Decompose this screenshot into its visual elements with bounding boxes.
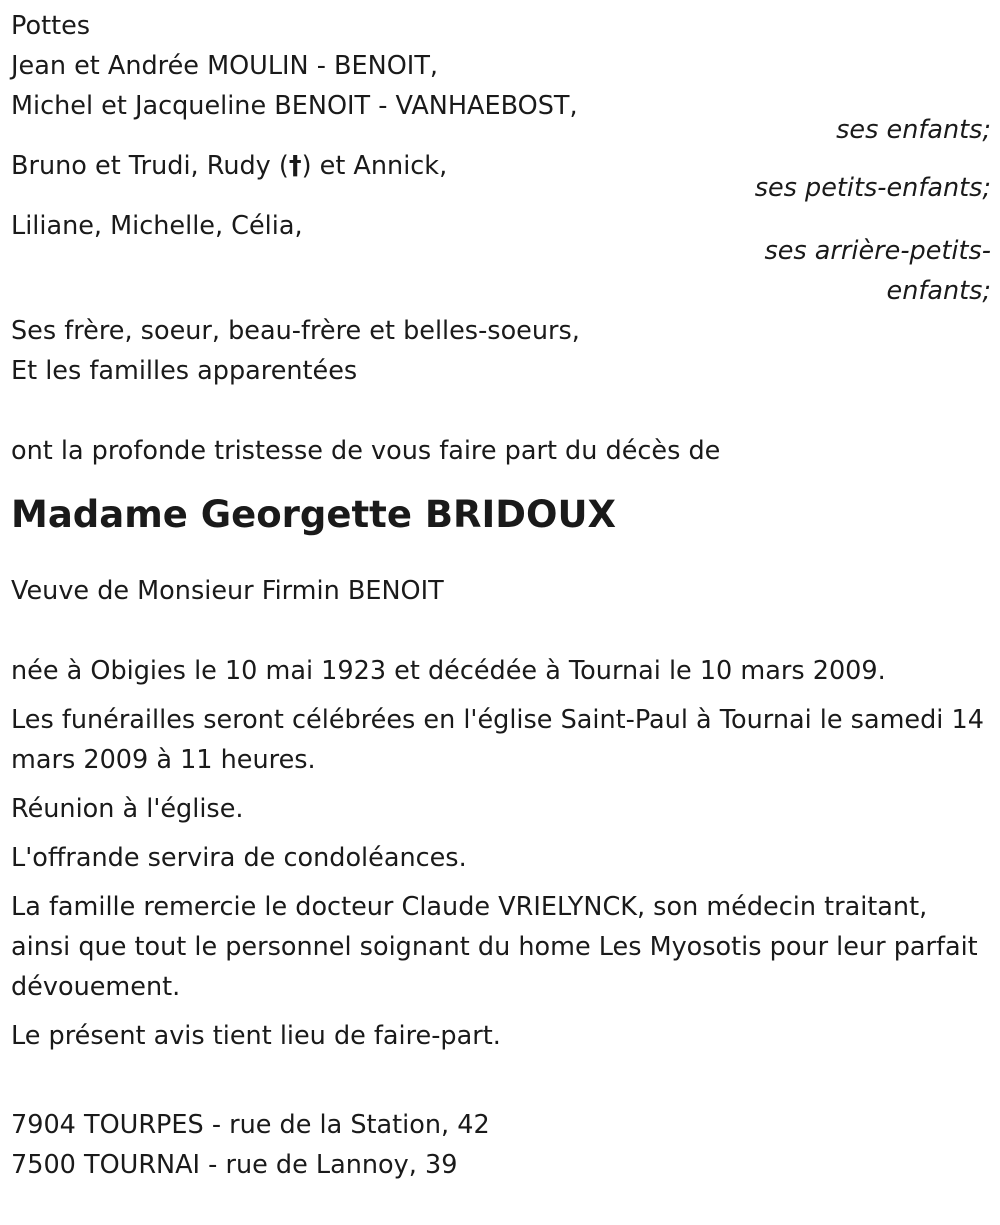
- children-line-1: Jean et Andrée MOULIN - BENOIT,: [11, 51, 439, 81]
- notice-line: Le présent avis tient lieu de faire-part.: [11, 1021, 501, 1051]
- obituary-notice: [11, 6, 991, 1185]
- funeral-details: Les funérailles seront célébrées en l'église Saint-Paul à Tournai le samedi 14 mars 2009 à 11 heures.: [11, 705, 984, 775]
- spacer: [11, 1065, 991, 1105]
- grandchildren-names-before: Bruno et Trudi, Rudy (: [11, 151, 289, 181]
- widow-of-line: Veuve de Monsieur Firmin BENOIT: [11, 576, 444, 606]
- address-tourpes: 7904 TOURPES - rue de la Station, 42: [11, 1110, 490, 1140]
- town-name: Pottes: [11, 11, 91, 41]
- relatives-line: Et les familles apparentées: [11, 356, 358, 386]
- grandchildren-names-after: ) et Annick,: [301, 151, 448, 181]
- spacer: [11, 611, 991, 651]
- thanks-paragraph: La famille remercie le docteur Claude VRIELYNCK, son médecin traitant, ainsi que tout le personnel soignant du home Les Myosotis pour leur parfait dévouement.: [11, 892, 978, 1002]
- great-grandchildren-role-line-1: ses arrière-petits-: [764, 236, 991, 266]
- announcement-intro: ont la profonde tristesse de vous faire part du décès de: [11, 436, 721, 466]
- cross-icon: †: [288, 151, 302, 181]
- children-role: ses enfants;: [836, 115, 991, 145]
- spacer: [11, 391, 991, 431]
- meeting-line: Réunion à l'église.: [11, 794, 244, 824]
- siblings-line: Ses frère, soeur, beau-frère et belles-soeurs,: [11, 316, 580, 346]
- children-line-2: Michel et Jacqueline BENOIT - VANHAEBOST,: [11, 91, 578, 121]
- address-tournai: 7500 TOURNAI - rue de Lannoy, 39: [11, 1150, 458, 1180]
- great-grandchildren-role-line-2: enfants;: [886, 276, 991, 306]
- offering-line: L'offrande servira de condoléances.: [11, 843, 467, 873]
- deceased-name: Madame Georgette BRIDOUX: [11, 493, 617, 536]
- birth-death-line: née à Obigies le 10 mai 1923 et décédée à Tournai le 10 mars 2009.: [11, 656, 886, 686]
- grandchildren-role: ses petits-enfants;: [754, 173, 991, 203]
- great-grandchildren-line: Liliane, Michelle, Célia,: [11, 211, 303, 241]
